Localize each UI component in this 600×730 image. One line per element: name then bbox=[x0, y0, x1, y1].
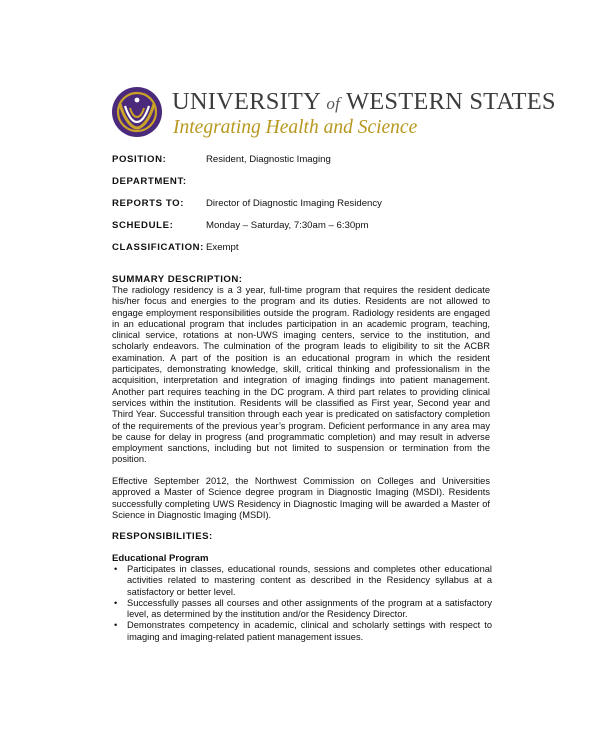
info-label: SCHEDULE: bbox=[112, 220, 174, 231]
list-item-text: Demonstrates competency in academic, clinical and scholarly settings with respect to imaging and imaging-related patient management issues. bbox=[127, 620, 492, 642]
bullet-icon: • bbox=[114, 597, 118, 608]
university-name bbox=[172, 88, 556, 116]
university-name-part2: WESTERN STATES bbox=[345, 88, 556, 115]
responsibilities-list bbox=[112, 564, 492, 643]
educational-program-subheading: Educational Program bbox=[112, 553, 209, 564]
bullet-icon: • bbox=[114, 564, 118, 574]
responsibilities-heading: RESPONSIBILITIES: bbox=[112, 531, 213, 542]
info-value: Exempt bbox=[206, 242, 239, 253]
info-value: Resident, Diagnostic Imaging bbox=[206, 154, 331, 165]
info-label: DEPARTMENT: bbox=[112, 176, 187, 187]
info-label: REPORTS TO: bbox=[112, 198, 184, 209]
bullet-icon: • bbox=[114, 620, 118, 631]
info-value: Director of Diagnostic Imaging Residency bbox=[206, 198, 382, 209]
summary-paragraph-1: The radiology residency is a 3 year, full-time program that requires the resident dedicate his/her focus and energies to the program and its duties. Residents are not allowed to engage employment responsibilities outside the program. Radiology residents are engaged in an educational program that includes participation in an academic program, teaching, clinical service, rotations at non-UWS imaging centers, service to the institution, and scholarly endeavors. The culmination of the program leads to eligibility to sit the ACBR examination. A part of the position is an educational program in which the resident participates, demonstrating knowledge, skill, critical thinking and professionalism in the acquisition, interpretation and integration of imaging findings into patient management. Another part requires teaching in the DC program. A third part relates to providing clinical services within the institution. Residents will be classified as First year, Second year and Third Year. Successful transition through each year is predicated on satisfactory completion of the requirements of the previous year’s program. Deficient performance in any area may be cause for delay in progress (and programmatic completion) and may result in adverse employment sanctions, including but not limited to suspension or termination from the position. bbox=[112, 285, 490, 465]
info-label: POSITION: bbox=[112, 154, 167, 165]
info-label: CLASSIFICATION: bbox=[112, 242, 204, 253]
list-item-text: Successfully passes all courses and other assignments of the program at a satisfactory level, as determined by the institution and/or the Residency Director. bbox=[127, 597, 492, 620]
university-seal-logo bbox=[111, 86, 163, 138]
summary-heading: SUMMARY DESCRIPTION: bbox=[112, 274, 243, 285]
list-item bbox=[112, 620, 492, 643]
university-name-part1: UNIVERSITY bbox=[172, 88, 321, 115]
university-tagline: Integrating Health and Science bbox=[173, 117, 418, 138]
list-item bbox=[112, 564, 492, 598]
summary-paragraph-2: Effective September 2012, the Northwest Commission on Colleges and Universities approved a Master of Science degree program in Diagnostic Imaging (MSDI). Residents successfully completing UWS Residency in Diagnostic Imaging will be awarded a Master of Science in Diagnostic Imaging (MSDI). bbox=[112, 476, 490, 520]
list-item bbox=[112, 598, 492, 621]
university-name-of: of bbox=[326, 94, 341, 113]
list-item-text: Participates in classes, educational rounds, sessions and completes other educational activities related to mastering content as described in the Residency syllabus at a satisfactory or better level. bbox=[127, 564, 492, 597]
info-value: Monday – Saturday, 7:30am – 6:30pm bbox=[206, 220, 369, 231]
